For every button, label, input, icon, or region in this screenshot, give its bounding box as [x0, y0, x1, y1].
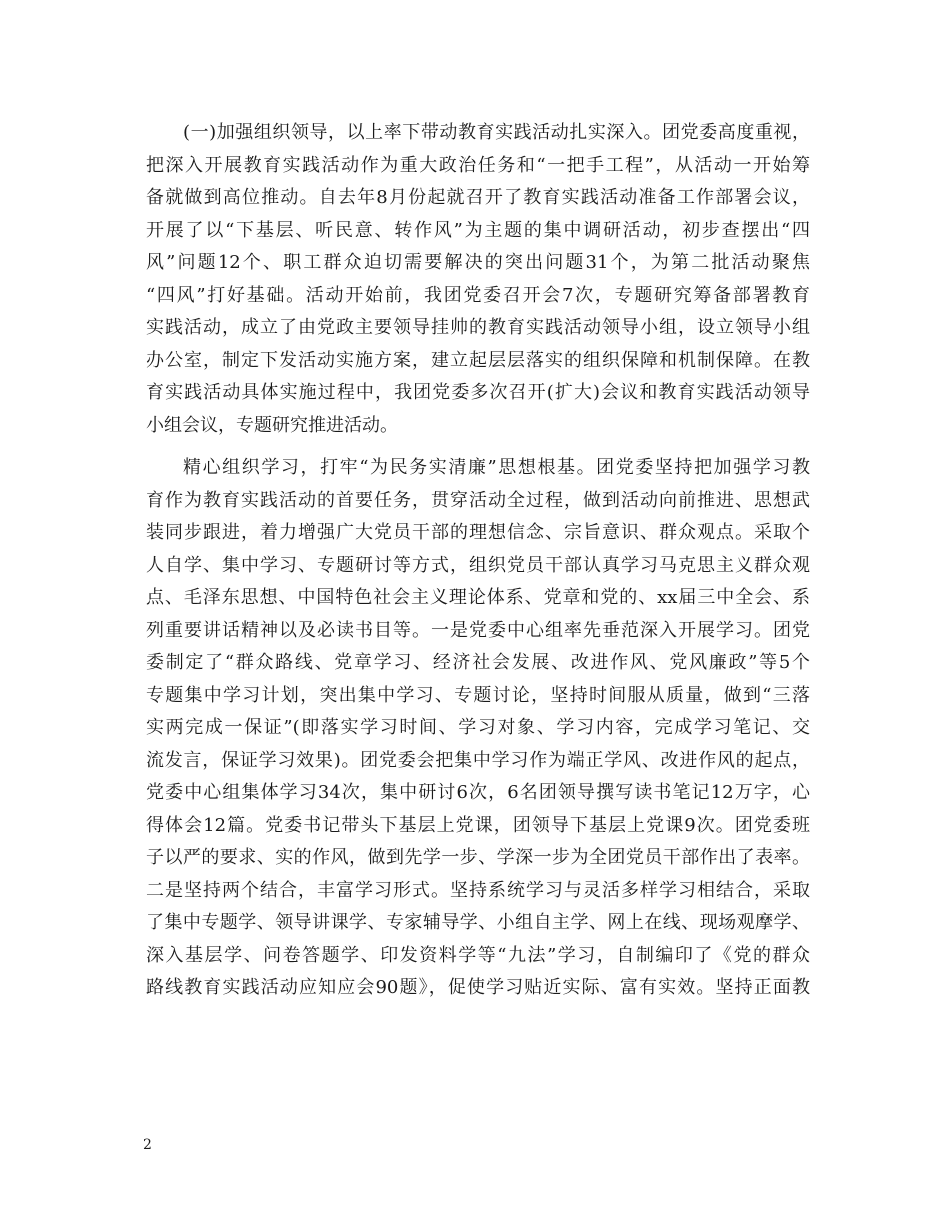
paragraph-2-line-4: 人自学、集中学习、专题研讨等方式，组织党员干部认真学习马克思主义群众观 [146, 554, 810, 576]
paragraph-1-line-8: 办公室，制定下发活动实施方案，建立起层层落实的组织保障和机制保障。在教 [146, 349, 810, 371]
paragraph-2-line-13: 子以严的要求、实的作风，做到先学一步、学深一步为全团党员干部作出了表率。 [146, 847, 810, 868]
paragraph-2-line-5: 点、毛泽东思想、中国特色社会主义理论体系、党章和党的、xx届三中全会、系 [146, 587, 810, 608]
paragraph-2-line-2: 育作为教育实践活动的首要任务，贯穿活动全过程，做到活动向前推进、思想武 [146, 489, 810, 511]
paragraph-2-line-14: 二是坚持两个结合，丰富学习形式。坚持系统学习与灵活多样学习相结合，采取 [146, 879, 810, 901]
paragraph-2-line-9: 实两完成一保证”(即落实学习时间、学习对象、学习内容，完成学习笔记、交 [146, 717, 810, 738]
paragraph-2-line-8: 专题集中学习计划，突出集中学习、专题讨论，坚持时间服从质量，做到“三落 [146, 684, 810, 706]
paragraph-1-line-7: 实践活动，成立了由党政主要领导挂帅的教育实践活动领导小组，设立领导小组 [146, 317, 810, 338]
paragraph-2-line-1: 精心组织学习，打牢“为民务实清廉”思想根基。团党委坚持把加强学习教 [183, 457, 810, 478]
paragraph-1-line-5: 风”问题12个、职工群众迫切需要解决的突出问题31个，为第二批活动聚焦 [146, 252, 810, 273]
paragraph-2-line-12: 得体会12篇。党委书记带头下基层上党课，团领导下基层上党课9次。团党委班 [146, 814, 810, 836]
paragraph-2-line-7: 委制定了“群众路线、党章学习、经济社会发展、改进作风、党风廉政”等5个 [146, 652, 810, 673]
paragraph-1-line-4: 开展了以“下基层、听民意、转作风”为主题的集中调研活动，初步查摆出“四 [146, 219, 810, 241]
paragraph-2-line-3: 装同步跟进，着力增强广大党员干部的理想信念、宗旨意识、群众观点。采取个 [146, 522, 810, 543]
paragraph-1-line-1: (一)加强组织领导，以上率下带动教育实践活动扎实深入。团党委高度重视， [183, 122, 810, 143]
paragraph-1-line-2: 把深入开展教育实践活动作为重大政治任务和“一把手工程”，从活动一开始筹 [146, 154, 810, 176]
paragraph-2-line-6: 列重要讲话精神以及必读书目等。一是党委中心组率先垂范深入开展学习。团党 [146, 619, 810, 641]
paragraph-2-line-15: 了集中专题学、领导讲课学、专家辅导学、小组自主学、网上在线、现场观摩学、 [146, 912, 810, 933]
paragraph-1-line-3: 备就做到高位推动。自去年8月份起就召开了教育实践活动准备工作部署会议， [146, 187, 810, 208]
paragraph-2-line-16: 深入基层学、问卷答题学、印发资料学等“九法”学习，自制编印了《党的群众 [146, 944, 810, 966]
paragraph-1-line-6: “四风”打好基础。活动开始前，我团党委召开会7次，专题研究筹备部署教育 [146, 284, 810, 306]
page-number: 2 [143, 1137, 152, 1153]
body-text [146, 117, 810, 1005]
paragraph-2-line-17: 路线教育实践活动应知应会90题》，促使学习贴近实际、富有实效。坚持正面教 [146, 977, 810, 998]
paragraph-2-line-11: 党委中心组集体学习34次，集中研讨6次，6名团领导撰写读书笔记12万字，心 [146, 782, 810, 803]
paragraph-2-line-10: 流发言，保证学习效果)。团党委会把集中学习作为端正学风、改进作风的起点， [146, 749, 810, 771]
paragraph-1-line-10: 小组会议，专题研究推进活动。 [146, 414, 398, 436]
paragraph-1-line-9: 育实践活动具体实施过程中，我团党委多次召开(扩大)会议和教育实践活动领导 [146, 382, 810, 403]
